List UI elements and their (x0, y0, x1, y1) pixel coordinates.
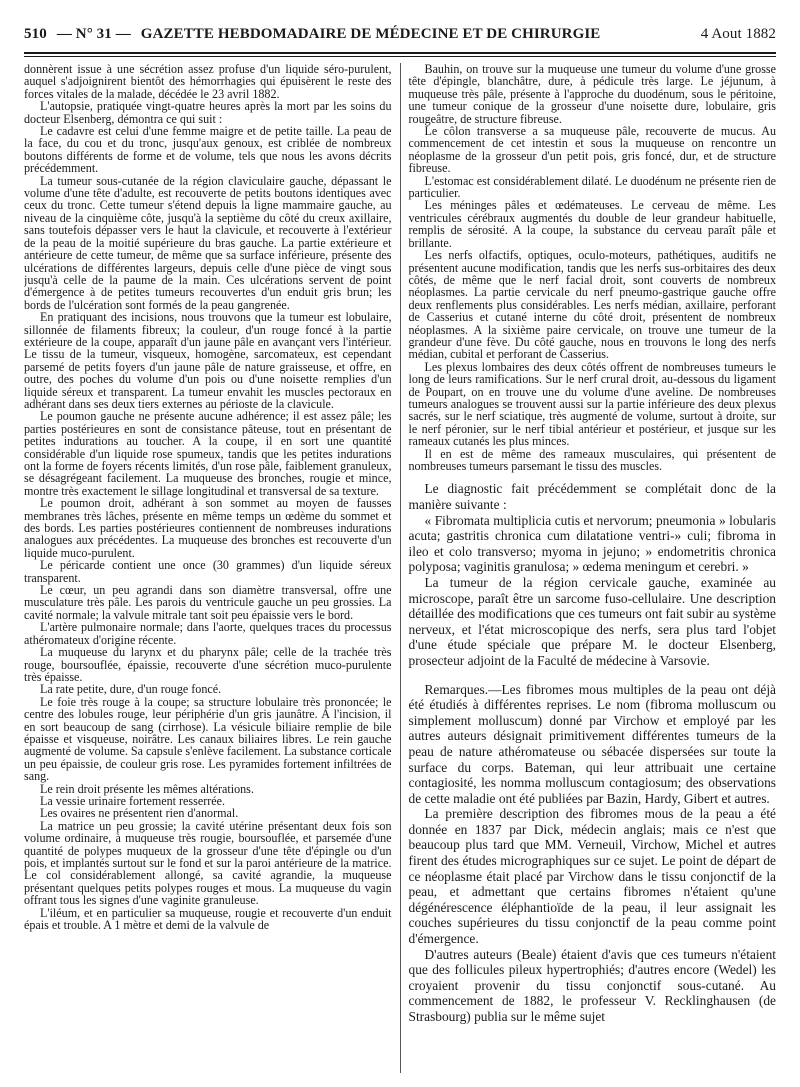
paragraph: L'iléum, et en particulier sa muqueuse, rougie et recouverte d'un enduit épais et trouble. A 1 mètre et demi de la valvule de (24, 905, 392, 933)
right-column-diagnosis (409, 481, 777, 668)
section-gap (409, 669, 777, 682)
paragraph: Les méninges pâles et œdémateuses. Le cerveau de même. Les ventricules cérébraux augmentés du double de leur grandeur habituelle, remplis de sérosité. A la coupe, la substance du cerveau paraît pâle et brillante. (408, 198, 776, 250)
paragraph: donnèrent issue à une sécrétion assez profuse d'un liquide séro-purulent, auquel s'adjoignirent bientôt des hémorrhagies qui épuisèrent le reste des forces vitales de la malade, décédée le 23 avril 1882. (24, 63, 392, 101)
issue-date: 4 Aout 1882 (700, 26, 776, 42)
right-column-autopsy-continuation (409, 63, 777, 472)
paragraph: La matrice un peu grossie; la cavité utérine présentant deux fois son volume ordinaire, à muqueuse très rougie, boursouflée, et parsemée d'une quantité de polypes muqueux de la grosseur d'une tête d'épingle ou d'un pois, et implantés surtout sur le fond et sur la paroi antérieure de la matrice. Le col considérablement allongé, sa cavité agrandie, la muqueuse présentant quelques petits polypes rouges et mous. La muqueuse du vagin offrant tous les signes d'une vaginite granuleuse. (24, 818, 392, 908)
paragraph: La rate petite, dure, d'un rouge foncé. (40, 682, 222, 697)
paragraph: La tumeur sous-cutanée de la région claviculaire gauche, dépassant le volume d'une tête d'adulte, est recouverte de petits boutons identiques avec ceux du tronc. Cette tumeur s'étend depuis la ligne mammaire gauche, au niveau de la cinquième côte, jusqu'à la septième du côté du creux axillaire, sans toutefois dépasser vers le haut la clavicule, et recouverte à l'extérieur de la peau de la moitié supérieure du bras gauche. La partie extérieure et antérieure de cette tumeur, de même que sa surface inférieure, présente des ulcérations de différentes largeurs, depuis celle d'une pièce de vingt sous jusqu'à celle de la paume de la main. Ces ulcérations servent de point d'émergence à de petites tumeurs recouvertes d'un enduit gris brun; les bords de l'ulcération sont formés de la peau gangrenée. (24, 173, 392, 312)
paragraph: En pratiquant des incisions, nous trouvons que la tumeur est lobulaire, sillonnée de filaments fibreux; la couleur, d'un rouge foncé à la partie extérieure de la coupe, apparaît d'un jaune pâle en avançant vers l'intérieur. Le tissu de la tumeur, visqueux, homogène, sarcomateux, est cependant parsemé de petits foyers d'un jaune pâle de nature graisseuse, et offre, en outre, des poches du volume d'un pois ou d'une noisette remplies d'un liquide séreux et transparent. La tumeur envahit les muscles pectoraux en adhérant dans ses deux tiers externes au périoste de la clavicule. (24, 310, 392, 411)
header-rule (24, 52, 776, 54)
paragraph: Le côlon transverse a sa muqueuse pâle, recouverte de mucus. Au commencement de cet intestin et sous la muqueuse on rencontre un néoplasme de la grosseur d'un petit pois, gris foncé, dur, et de structure fibreuse. (408, 124, 776, 176)
paragraph: Bauhin, on trouve sur la muqueuse une tumeur du volume d'une grosse tête d'épingle, blanchâtre, dure, à pédicule très large. Le jéjunum, à muqueuse très pâle, présente à l'approche du duodénum, sous le péritoine, une tumeur conique de la grosseur d'une noisette dure, lobulaire, gris rougeâtre, de structure fibreuse. (408, 63, 776, 126)
paragraph: Les ovaires ne présentent rien d'anormal. (40, 806, 239, 821)
right-column-remarks (409, 682, 777, 1025)
paragraph: Remarques.—Les fibromes mous multiples de la peau ont déjà été étudiés à différentes reprises. Le nom (fibroma molluscum ou simplement molluscum) donné par Virchow et employé par les autres auteurs désignait primitivement différentes tumeurs de la peau de nature athéromateuse ou sébacée dispersées sur toute la surface du corps. Bateman, qui leur attribuait une certaine contagiosité, les nomma molluscum contagiosum; des observations de cette maladie ont été publiées par Bazin, Hardy, Gibert et autres. (408, 681, 776, 806)
paragraph: La première description des fibromes mous de la peau a été donnée en 1837 par Dick, médecin anglais; mais ce n'est que beaucoup plus tard que MM. Verneuil, Virchow, Michel et autres firent des études micrographiques sur ce sujet. Le point de départ de ce néoplasme était placé par Virchow dans le tissu conjonctif de la peau, et admettant que certains fibromes n'étaient qu'une dégénérescence éléphantioïde de la peau, il leur assignait les couches supérieures du tissu conjonctif de la peau comme point d'émergence. (408, 806, 776, 947)
newspaper-page (24, 26, 776, 1076)
running-header (24, 26, 776, 48)
header-rule-thin (24, 56, 776, 57)
paragraph: L'autopsie, pratiquée vingt-quatre heures après la mort par les soins du docteur Elsenberg, démontra ce qui suit : (24, 99, 392, 126)
header-left (24, 26, 600, 43)
paragraph: La vessie urinaire fortement resserrée. (40, 793, 226, 808)
paragraph: Le poumon gauche ne présente aucune adhérence; il est assez pâle; les parties postérieures en sont de consistance pâteuse, tout en présentant de petites indurations au toucher. A la coupe, il en sort une quantité considérable d'un liquide rose spumeux, tandis que les petites indurations ont la forme de foyers récents limités, d'un rose pâle, faiblement granuleux, se désagrégeant facilement. La muqueuse des bronches, rougie et mince, montre très exactement le sillage longitudinal et transversal de sa texture. (24, 409, 392, 498)
page-number: 510 (24, 26, 47, 42)
right-column (400, 63, 777, 1073)
paragraph: Il en est de même des rameaux musculaires, qui présentent de nombreuses tumeurs parsemant le tissu des muscles. (408, 446, 776, 473)
issue-number: — N° 31 — (56, 26, 131, 42)
paragraph: Les nerfs olfactifs, optiques, oculo-moteurs, pathétiques, auditifs ne présentent aucune modification, tandis que les nerfs sus-orbitaires des deux côtés, de même que le nerf facial droit, sont couverts de nombreux néoplasmes. La partie cervicale du nerf pneumo-gastrique gauche offre deux renflements plus considérables. Les nerfs médian, axillaire, perforant de Casserius et cutané interne du côté droit, présentent de nombreux néoplasmes. A la sixième paire cervicale, on trouve une tumeur de la grandeur d'une fève. Du côté gauche, nous en trouvons le long des nerfs médian, cubital et perforant de Casserius. (408, 248, 776, 362)
paragraph: La muqueuse du larynx et du pharynx pâle; celle de la trachée très rouge, boursouflée, épaissie, recouverte d'une sécrétion muco-purulente très épaisse. (24, 645, 392, 684)
paragraph: Le rein droit présente les mêmes altérations. (40, 781, 254, 796)
paragraph: Les plexus lombaires des deux côtés offrent de nombreuses tumeurs le long de leurs ramifications. Sur le nerf crural droit, au-dessous du ligament de Poupart, on en trouve une du volume d'une aveline. De nombreuses tumeurs analogues se trouvent aussi sur la partie inférieure des deux plexus sacrés, sur le nerf sciatique, très augmenté de volume, surtout à droite, sur le nerf péronier, sur le nerf tibial antérieur et postérieur, et jusque sur les rameaux cutanés les plus minces. (408, 359, 776, 449)
paragraph: L'artère pulmonaire normale; dans l'aorte, quelques traces du processus athéromateux d'origine récente. (24, 620, 392, 647)
paragraph: Le péricarde contient une once (30 grammes) d'un liquide séreux transparent. (24, 558, 392, 585)
paragraph: Le cœur, un peu agrandi dans son diamètre transversal, offre une musculature très pâle. Les parois du ventricule gauche un peu grossies. La cavité normale; la valvule mitrale tant soit peu épaissie vers le bord. (24, 583, 392, 622)
paragraph: Le foie très rouge à la coupe; sa structure lobulaire très prononcée; le centre des lobules rouge, leur périphérie d'un gris jaunâtre. A l'incision, il en sort beaucoup de sang (cirrhose). La vésicule biliaire remplie de bile épaisse et visqueuse, noirâtre. Les canaux biliaires libres. Le rein gauche augmenté de volume. Sa capsule s'enlève facilement. La substance corticale un peu épaissie, de couleur gris rose. Les pyramides fortement infiltrées de sang. (24, 694, 392, 784)
paragraph: D'autres auteurs (Beale) étaient d'avis que ces tumeurs n'étaient que des follicules pileux hypertrophiés; d'autres encore (Wedel) les croyaient provenir du tissu conjonctif sous-cutané. Au commencement de 1882, le professeur V. Recklinghausen (de Strasbourg) publia sur le même sujet (408, 946, 776, 1024)
paragraph: L'estomac est considérablement dilaté. Le duodénum ne présente rien de particulier. (408, 173, 776, 201)
paragraph: Le poumon droit, adhérant à son sommet au moyen de fausses membranes très lâches, présente en même temps un œdème du sommet et des bords. Les parties postérieures contiennent de nombreuses indurations analogues aux précédentes. La muqueuse des bronches est recouverte d'un liquide muco-purulent. (24, 496, 392, 560)
paragraph: Le cadavre est celui d'une femme maigre et de petite taille. La peau de la face, du cou et du tronc, jusqu'aux genoux, est criblée de nombreux boutons différents de forme et de volume, tels que nous les avons décrits précédemment. (24, 124, 392, 176)
paragraph: La tumeur de la région cervicale gauche, examinée au microscope, paraît être un sarcome fuso-cellulaire. Une description détaillée des modifications que ces tumeurs ont fait subir au système nerveux, et l'état microscopique des nerfs, sera plus tard l'objet d'une étude spéciale que prépare M. le docteur Elsenberg, prosecteur adjoint de la Faculté de médecine à Varsovie. (408, 574, 776, 668)
two-column-body (24, 63, 776, 1073)
section-gap (409, 472, 777, 481)
paragraph: Le diagnostic fait précédemment se complétait donc de la manière suivante : (408, 481, 776, 512)
journal-title: GAZETTE HEBDOMADAIRE DE MÉDECINE ET DE CHIRURGIE (140, 26, 601, 42)
paragraph: « Fibromata multiplicia cutis et nervorum; pneumonia » lobularis acuta; gastritis chronica cum dilatatione ventri-» culi; fibroma in ileo et colo transverso; myoma in jejuno; » endometritis chronica polyposa; vaginitis granulosa; » œdema meningum et cerebri. » (408, 512, 776, 575)
left-column (24, 63, 400, 1073)
